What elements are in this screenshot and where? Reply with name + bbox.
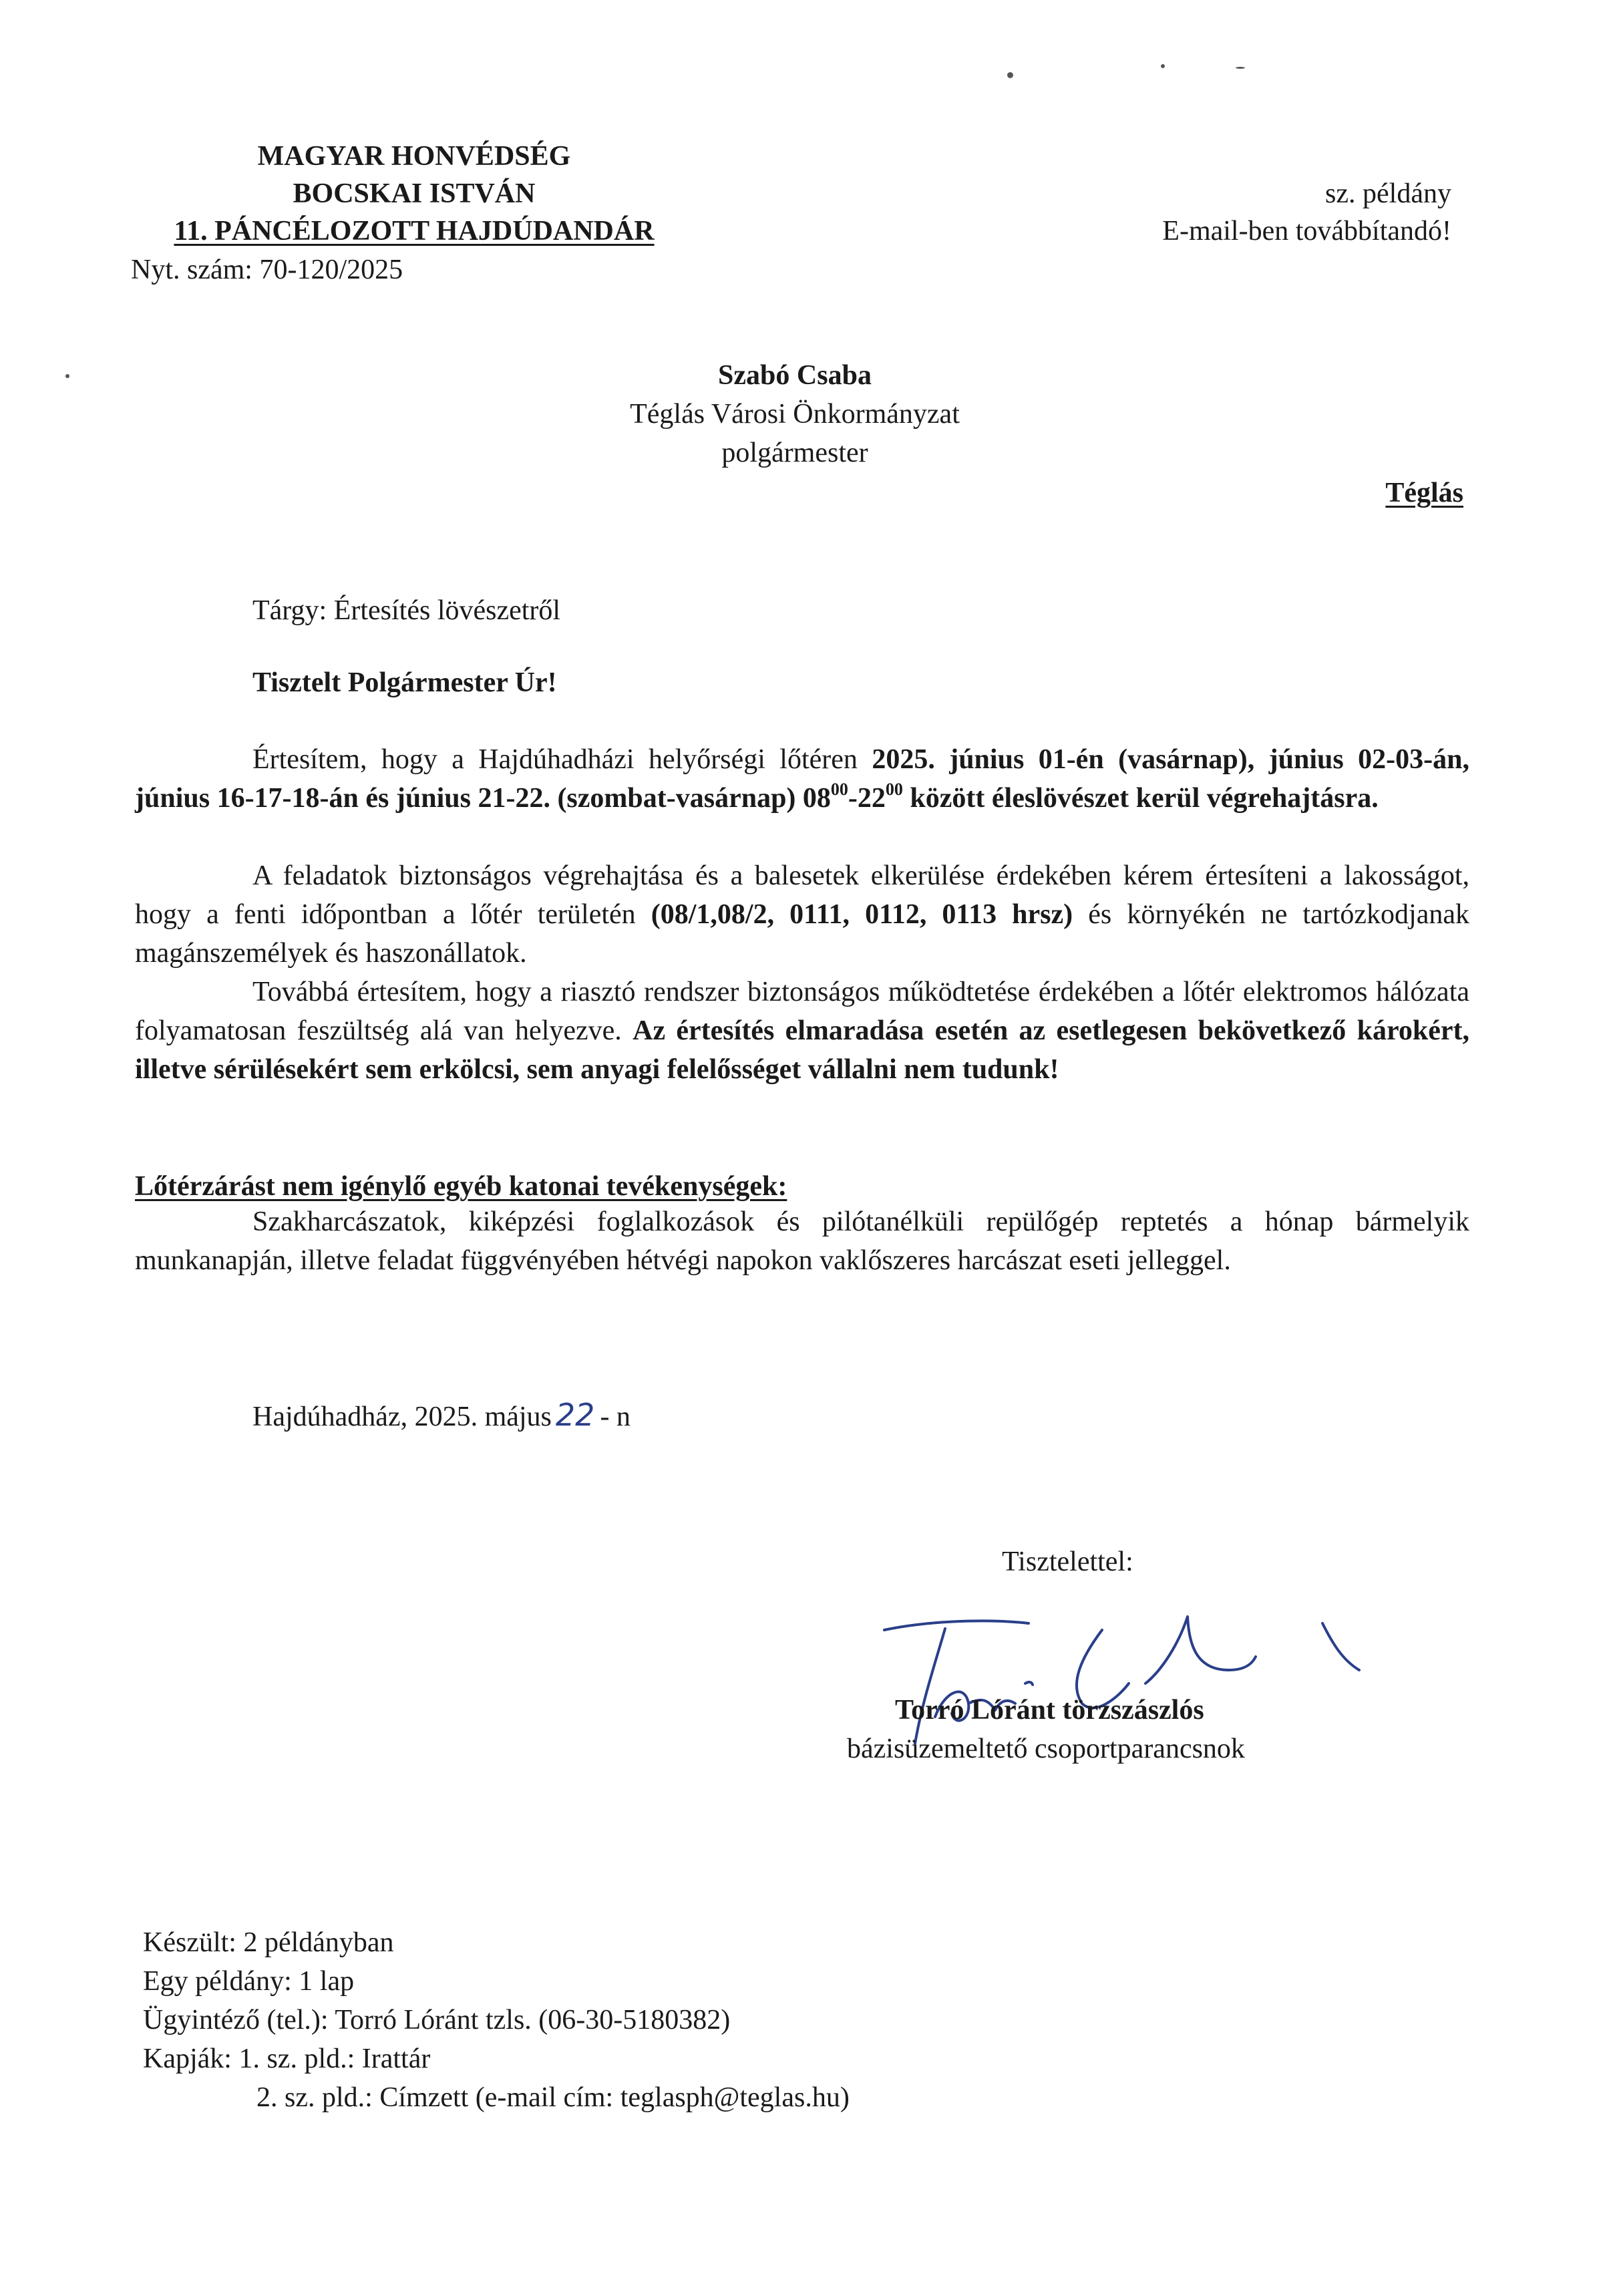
footer-pages: Egy példány: 1 lap [143, 1966, 355, 1997]
closing-regards: Tisztelettel: [1002, 1546, 1133, 1577]
safety-text-end: és környékén ne tartózkodjanak magánszemélyek és haszonállatok. [135, 899, 1469, 969]
recipient-org: Téglás Városi Önkormányzat [630, 399, 960, 430]
other-activities-heading: Lőtérzárást nem igénylő egyéb katonai tevékenységek: [135, 1171, 787, 1202]
firing-dates: 2025. június 01-én (vasárnap), június 02-03-án, június 16-17-18-án és június 21-22. (szombat-vasárnap) 08 [135, 744, 1469, 814]
salutation: Tisztelt Polgármester Úr! [252, 667, 557, 698]
date-suffix: - n [600, 1402, 631, 1432]
signer-title: bázisüzemeltető csoportparancsnok [847, 1734, 1245, 1764]
liability-paragraph [135, 973, 1469, 1089]
date-prefix: Hajdúhadház, 2025. május [252, 1402, 552, 1432]
footer-recipients-2: 2. sz. pld.: Címzett (e-mail cím: teglasph@teglas.hu) [256, 2082, 850, 2113]
recipient-city: Téglás [1385, 478, 1463, 508]
notification-intro: Értesítem, hogy a Hajdúhadházi helyőrségi lőtéren [252, 744, 872, 775]
recipient-name: Szabó Csaba [718, 360, 872, 391]
handwritten-day: 22 [555, 1397, 595, 1433]
org-name-line3: 11. PÁNCÉLOZOTT HAJDÚDANDÁR [174, 216, 655, 247]
time-end-hour: -22 [848, 783, 886, 814]
signer-name: Torró Lóránt törzszászlós [895, 1695, 1204, 1726]
org-name-line1: MAGYAR HONVÉDSÉG [257, 141, 571, 172]
safety-text: A feladatok biztonságos végrehajtása és a balesetek elkerülése érdekében kérem értesíteni a lakosságot, hogy a fenti időpontban a lőtér területén [135, 860, 1469, 930]
email-note: E-mail-ben továbbítandó! [1162, 216, 1451, 247]
org-name-line2: BOCSKAI ISTVÁN [293, 178, 536, 209]
date-line [252, 1396, 631, 1436]
footer-copies: Készült: 2 példányban [143, 1927, 394, 1958]
safety-paragraph [135, 856, 1469, 973]
footer-contact: Ügyintéző (tel.): Torró Lóránt tzls. (06-30-5180382) [143, 2005, 731, 2035]
firing-statement: között éleslövészet kerül végrehajtásra. [902, 783, 1379, 814]
time-start-minutes: 00 [830, 780, 848, 799]
parcel-numbers: (08/1,08/2, 0111, 0112, 0113 hrsz) [651, 899, 1073, 930]
other-activities-text: Szakharcászatok, kiképzési foglalkozások és pilótanélküli repülőgép reptetés a hónap bármelyik munkanapján, illetve feladat függvényében hétvégi napokon vaklőszeres harcászat eseti jelleggel. [135, 1206, 1469, 1276]
subject-line: Tárgy: Értesítés lövészetről [252, 595, 561, 626]
notification-paragraph [135, 740, 1469, 818]
scan-speck [65, 374, 69, 378]
copy-label: sz. példány [1325, 178, 1451, 209]
liability-disclaimer: Az értesítés elmaradása esetén az esetlegesen bekövetkező károkért, illetve sérülésekért sem erkölcsi, sem anyagi felelősséget vállalni nem tudunk! [135, 1015, 1469, 1085]
electric-fence-text: Továbbá értesítem, hogy a riasztó rendszer biztonságos működtetése érdekében a lőtér elektromos hálózata folyamatosan feszültség alá van helyezve. [135, 977, 1469, 1046]
time-end-minutes: 00 [885, 780, 903, 799]
recipient-role: polgármester [721, 438, 868, 468]
scan-speck [1007, 72, 1013, 78]
scan-speck [1161, 64, 1165, 68]
footer-recipients-1: Kapják: 1. sz. pld.: Irattár [143, 2043, 431, 2074]
registration-number: Nyt. szám: 70-120/2025 [131, 255, 403, 285]
scan-speck [1236, 67, 1245, 69]
